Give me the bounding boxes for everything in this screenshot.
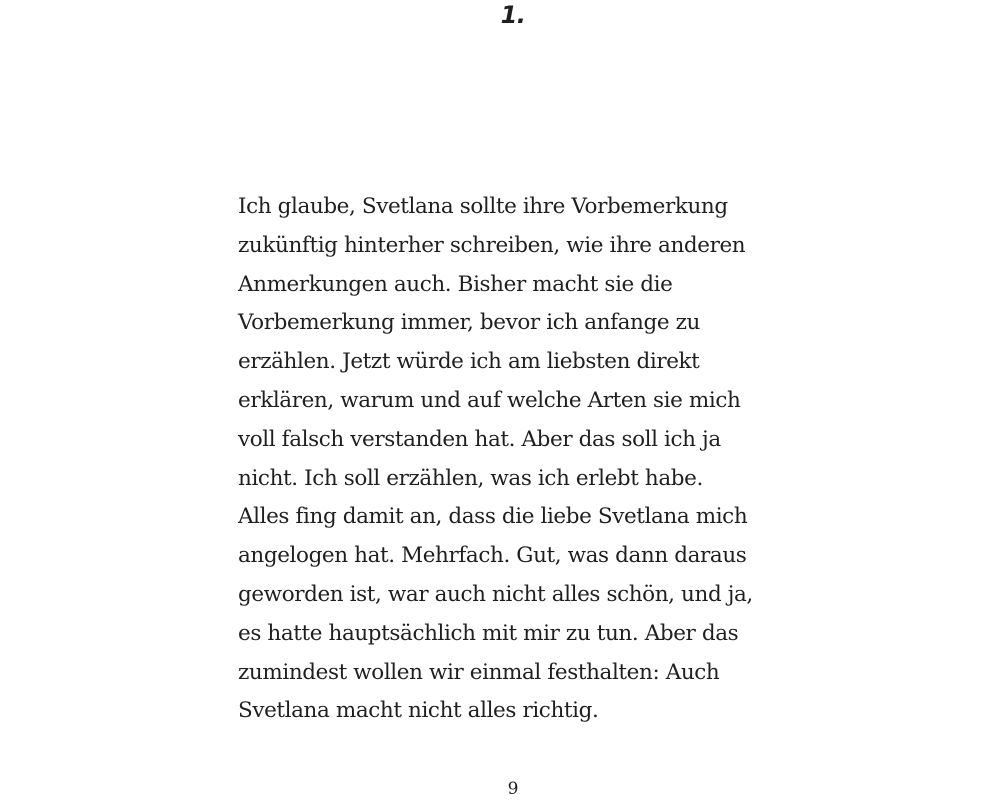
text-line: zukünftig hinterher schreiben, wie ihre anderen — [238, 232, 746, 258]
text-line: erzählen. Jetzt würde ich am liebsten direkt — [238, 349, 700, 375]
text-line: angelogen hat. Mehrfach. Gut, was dann daraus — [238, 543, 747, 569]
text-line: Ich glaube, Svetlana sollte ihre Vorbemerkung — [238, 194, 728, 219]
body-paragraph — [238, 188, 798, 731]
chapter-number: 1. — [500, 1, 526, 29]
text-line: Vorbemerkung immer, bevor ich anfange zu — [238, 310, 700, 336]
text-line: Svetlana macht nicht alles richtig. — [238, 698, 599, 724]
text-line: nicht. Ich soll erzählen, was ich erlebt habe. — [238, 465, 703, 491]
text-line: erklären, warum und auf welche Arten sie mich — [238, 387, 741, 413]
text-line: Anmerkungen auch. Bisher macht sie die — [238, 271, 673, 297]
text-line: Alles fing damit an, dass die liebe Svetlana mich — [238, 504, 748, 530]
text-line: geworden ist, war auch nicht alles schön, und ja, — [238, 581, 753, 607]
text-line: zumindest wollen wir einmal festhalten: Auch — [238, 659, 720, 685]
text-line: voll falsch verstanden hat. Aber das soll ich ja — [238, 426, 721, 452]
page-number: 9 — [507, 779, 519, 799]
text-line: es hatte hauptsächlich mit mir zu tun. Aber das — [238, 620, 739, 646]
